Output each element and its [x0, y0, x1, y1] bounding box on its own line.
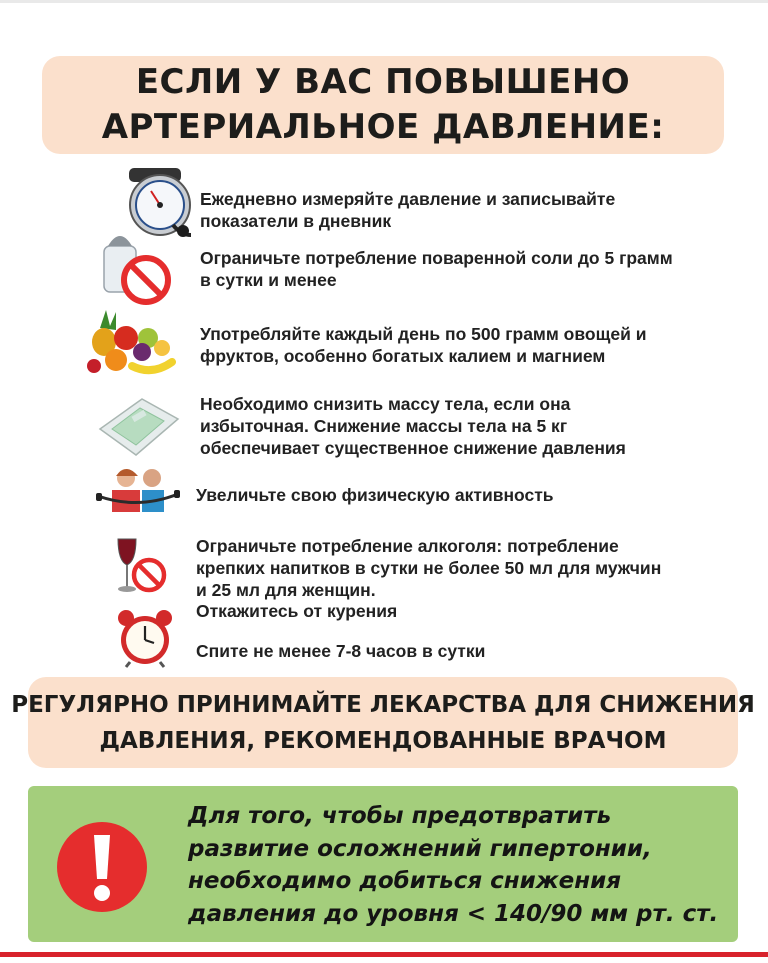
advice-line: Откажитесь от курения	[196, 601, 398, 621]
notice-line: развитие осложнений гипертонии,	[188, 835, 652, 862]
target-notice	[28, 786, 738, 942]
advice-line: Необходимо снизить массу тела, если она	[200, 394, 571, 414]
advice-line: избыточная. Снижение массы тела на 5 кг	[200, 416, 568, 436]
fruits-vegetables-icon	[82, 308, 178, 380]
wine-glass-prohibited-icon	[112, 535, 170, 597]
exclamation-alert-icon	[54, 819, 150, 915]
bottom-divider	[0, 952, 768, 957]
notice-line: необходимо добиться снижения	[188, 868, 622, 894]
scales-icon	[90, 393, 182, 461]
advice-line: Ограничьте потребление алкоголя: потребление	[196, 536, 619, 556]
exercise-people-icon	[96, 466, 180, 524]
notice-line: давления до уровня < 140/90 мм рт. ст.	[188, 900, 719, 927]
advice-line: и 25 мл для женщин.	[196, 580, 376, 600]
alarm-clock-icon	[116, 608, 174, 668]
title-banner	[42, 56, 724, 154]
advice-line: Ограничьте потребление поваренной соли до 5 грамм	[200, 248, 673, 268]
advice-line: Ежедневно измеряйте давление и записывайте	[200, 189, 616, 209]
advice-line: крепких напитков в сутки не более 50 мл для мужчин	[196, 558, 662, 578]
notice-text	[188, 800, 718, 930]
notice-line: Для того, чтобы предотвратить	[188, 803, 612, 829]
salt-shaker-prohibited-icon	[98, 228, 174, 308]
medication-line-2: ДАВЛЕНИЯ, РЕКОМЕНДОВАННЫЕ ВРАЧОМ	[99, 727, 667, 754]
advice-line: Спите не менее 7-8 часов в сутки	[196, 641, 486, 661]
advice-line: в сутки и менее	[200, 270, 337, 290]
top-divider	[0, 0, 768, 3]
advice-line: показатели в дневник	[200, 211, 392, 231]
title-line-1: ЕСЛИ У ВАС ПОВЫШЕНО	[135, 62, 631, 102]
medication-line-1: РЕГУЛЯРНО ПРИНИМАЙТЕ ЛЕКАРСТВА ДЛЯ СНИЖЕНИЯ	[11, 691, 755, 718]
advice-line: Употребляйте каждый день по 500 грамм овощей и	[200, 324, 647, 344]
advice-line: обеспечивает существенное снижение давления	[200, 438, 626, 458]
advice-line: Увеличьте свою физическую активность	[196, 485, 554, 505]
advice-line: фруктов, особенно богатых калием и магнием	[200, 346, 606, 366]
medication-banner	[11, 677, 755, 768]
title-line-2: АРТЕРИАЛЬНОЕ ДАВЛЕНИЕ:	[101, 107, 665, 147]
